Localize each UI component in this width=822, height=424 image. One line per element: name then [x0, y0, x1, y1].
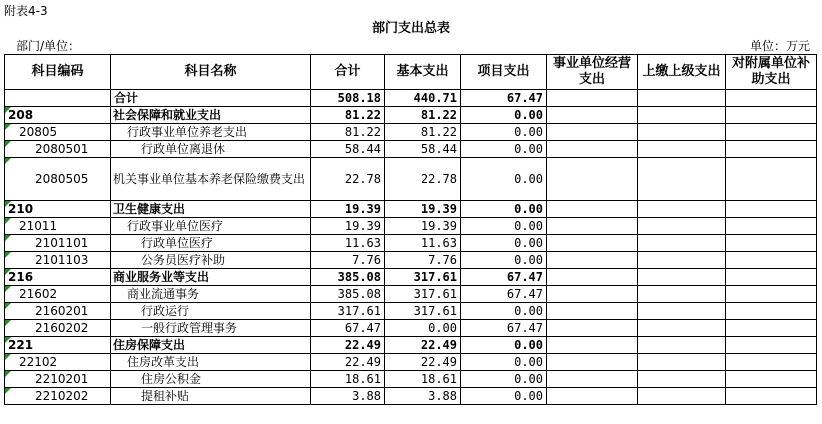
- row-empty-cell: [638, 371, 726, 388]
- row-empty-cell: [547, 158, 638, 201]
- row-empty-cell: [547, 107, 638, 124]
- row-empty-cell: [726, 141, 817, 158]
- row-name-text: 社会保障和就业支出: [113, 108, 222, 122]
- row-empty-cell: [547, 90, 638, 107]
- row-total: [311, 354, 385, 371]
- row-code: [5, 337, 111, 354]
- row-total: [311, 286, 385, 303]
- cell-marker-icon: [5, 320, 11, 326]
- row-empty-cell: [547, 371, 638, 388]
- row-project: [461, 107, 547, 124]
- row-basic: [385, 218, 461, 235]
- row-basic: [385, 124, 461, 141]
- row-code-text: 2160202: [35, 321, 89, 335]
- row-project: [461, 303, 547, 320]
- row-project-text: 0.00: [514, 372, 543, 386]
- row-code-text: 21602: [19, 287, 58, 301]
- row-project-text: 67.47: [506, 287, 543, 301]
- row-name: [111, 158, 311, 201]
- row-code-text: 210: [8, 202, 34, 216]
- row-code: [5, 235, 111, 252]
- row-code-text: 20805: [19, 125, 58, 139]
- row-empty-cell: [726, 303, 817, 320]
- table-row: [5, 107, 817, 124]
- row-name: [111, 320, 311, 337]
- row-empty-cell: [638, 252, 726, 269]
- row-empty-cell: [547, 124, 638, 141]
- row-code-text: 2101103: [35, 253, 89, 267]
- table-row: [5, 252, 817, 269]
- row-project-text: 0.00: [514, 236, 543, 250]
- cell-marker-icon: [5, 107, 11, 113]
- row-total: [311, 337, 385, 354]
- row-basic-text: 3.88: [428, 389, 457, 403]
- cell-marker-icon: [5, 286, 11, 292]
- cell-marker-icon: [5, 141, 11, 147]
- row-name: [111, 201, 311, 218]
- header-remit: 上缴上级支出: [638, 55, 726, 90]
- cell-marker-icon: [5, 354, 11, 360]
- row-code: [5, 354, 111, 371]
- row-code: [5, 218, 111, 235]
- row-code-text: 2101101: [35, 236, 89, 250]
- row-project: [461, 337, 547, 354]
- table-row: [5, 269, 817, 286]
- cell-marker-icon: [5, 337, 11, 343]
- row-code: [5, 320, 111, 337]
- row-empty-cell: [726, 201, 817, 218]
- row-project: [461, 320, 547, 337]
- row-basic: [385, 286, 461, 303]
- header-basic: 基本支出: [385, 55, 461, 90]
- row-project-text: 0.00: [514, 304, 543, 318]
- row-name-text: 行政单位离退休: [141, 142, 226, 156]
- row-project-text: 0.00: [514, 219, 543, 233]
- row-project-text: 67.47: [506, 91, 543, 105]
- row-total: [311, 303, 385, 320]
- table-row: [5, 303, 817, 320]
- row-total-text: 385.08: [337, 287, 381, 301]
- row-project: [461, 201, 547, 218]
- table-row: [5, 371, 817, 388]
- cell-marker-icon: [5, 252, 11, 258]
- row-name: [111, 252, 311, 269]
- row-basic: [385, 388, 461, 405]
- cell-marker-icon: [5, 124, 11, 130]
- table-caption: 附表4-3: [4, 4, 48, 18]
- row-basic: [385, 371, 461, 388]
- row-project-text: 0.00: [514, 355, 543, 369]
- row-basic-text: 22.49: [420, 355, 457, 369]
- row-project-text: 0.00: [514, 125, 543, 139]
- row-project-text: 0.00: [514, 253, 543, 267]
- row-name: [111, 303, 311, 320]
- row-total: [311, 158, 385, 201]
- row-total-text: 11.63: [344, 236, 381, 250]
- row-project: [461, 371, 547, 388]
- row-empty-cell: [547, 303, 638, 320]
- row-basic-text: 22.78: [420, 172, 457, 186]
- table-row: [5, 286, 817, 303]
- row-name: [111, 337, 311, 354]
- row-name: [111, 107, 311, 124]
- row-basic-text: 7.76: [428, 253, 457, 267]
- row-project: [461, 388, 547, 405]
- row-code: [5, 90, 111, 107]
- row-empty-cell: [638, 337, 726, 354]
- row-project-text: 0.00: [514, 142, 543, 156]
- row-project-text: 0.00: [514, 202, 543, 216]
- row-total-text: 508.18: [337, 91, 381, 105]
- cell-marker-icon: [5, 303, 11, 309]
- expenditure-table: [4, 54, 817, 405]
- row-empty-cell: [547, 286, 638, 303]
- row-basic-text: 81.22: [420, 108, 457, 122]
- table-row: [5, 158, 817, 201]
- cell-marker-icon: [5, 201, 11, 207]
- header-name: 科目名称: [111, 55, 311, 90]
- row-total: [311, 218, 385, 235]
- row-empty-cell: [726, 124, 817, 141]
- row-code: [5, 124, 111, 141]
- row-name-text: 公务员医疗补助: [141, 253, 226, 267]
- row-empty-cell: [547, 235, 638, 252]
- row-empty-cell: [638, 90, 726, 107]
- row-empty-cell: [638, 124, 726, 141]
- row-empty-cell: [638, 235, 726, 252]
- row-name: [111, 90, 311, 107]
- row-empty-cell: [638, 107, 726, 124]
- row-empty-cell: [547, 141, 638, 158]
- row-name-text: 住房公积金: [141, 372, 202, 386]
- row-code-text: 21011: [19, 219, 58, 233]
- row-name-text: 合计: [114, 91, 139, 105]
- row-basic: [385, 252, 461, 269]
- table-row: [5, 388, 817, 405]
- row-name-text: 行政运行: [141, 304, 190, 318]
- table-row: [5, 320, 817, 337]
- row-empty-cell: [547, 252, 638, 269]
- table-row: [5, 218, 817, 235]
- row-name-text: 行政单位医疗: [141, 236, 214, 250]
- row-name-text: 机关事业单位基本养老保险缴费支出: [113, 172, 306, 186]
- row-basic: [385, 90, 461, 107]
- row-total-text: 19.39: [344, 202, 381, 216]
- row-name: [111, 354, 311, 371]
- row-code-text: 2080505: [35, 172, 89, 186]
- row-project-text: 67.47: [506, 321, 543, 335]
- row-basic-text: 317.61: [413, 304, 457, 318]
- row-total-text: 7.76: [352, 253, 381, 267]
- row-code-text: 2210201: [35, 372, 89, 386]
- row-basic-text: 440.71: [413, 91, 457, 105]
- table-row: [5, 90, 817, 107]
- row-empty-cell: [726, 90, 817, 107]
- row-code: [5, 303, 111, 320]
- row-total: [311, 371, 385, 388]
- row-empty-cell: [726, 320, 817, 337]
- unit-label: 单位：万元: [749, 39, 810, 53]
- row-total-text: 19.39: [344, 219, 381, 233]
- row-empty-cell: [547, 320, 638, 337]
- row-basic-text: 317.61: [413, 287, 457, 301]
- row-basic-text: 19.39: [420, 202, 457, 216]
- row-total: [311, 141, 385, 158]
- row-empty-cell: [726, 218, 817, 235]
- row-name: [111, 269, 311, 286]
- row-project: [461, 158, 547, 201]
- row-empty-cell: [638, 201, 726, 218]
- row-code: [5, 158, 111, 201]
- row-empty-cell: [726, 252, 817, 269]
- row-empty-cell: [726, 269, 817, 286]
- row-basic: [385, 320, 461, 337]
- page-title: 部门支出总表: [371, 21, 450, 36]
- row-basic-text: 19.39: [420, 219, 457, 233]
- row-total: [311, 320, 385, 337]
- row-basic: [385, 354, 461, 371]
- row-code-text: 2080501: [35, 142, 89, 156]
- row-name: [111, 388, 311, 405]
- row-name: [111, 141, 311, 158]
- row-total: [311, 269, 385, 286]
- row-project: [461, 90, 547, 107]
- row-basic: [385, 201, 461, 218]
- row-project: [461, 141, 547, 158]
- row-basic-text: 22.49: [420, 338, 457, 352]
- row-empty-cell: [638, 388, 726, 405]
- row-name-text: 行政事业单位医疗: [127, 219, 224, 233]
- row-name-text: 提租补贴: [141, 389, 190, 403]
- cell-marker-icon: [5, 218, 11, 224]
- row-code: [5, 201, 111, 218]
- row-basic: [385, 235, 461, 252]
- row-code: [5, 269, 111, 286]
- row-name: [111, 235, 311, 252]
- table-row: [5, 235, 817, 252]
- row-empty-cell: [726, 286, 817, 303]
- row-empty-cell: [726, 235, 817, 252]
- row-total: [311, 388, 385, 405]
- row-empty-cell: [638, 303, 726, 320]
- row-empty-cell: [638, 158, 726, 201]
- row-total: [311, 124, 385, 141]
- row-code: [5, 388, 111, 405]
- row-name-text: 行政事业单位养老支出: [127, 125, 248, 139]
- table-row: [5, 201, 817, 218]
- row-code-text: 208: [8, 108, 34, 122]
- row-empty-cell: [638, 218, 726, 235]
- header-row: [5, 55, 817, 90]
- row-name: [111, 286, 311, 303]
- department-label: 部门/单位：: [16, 39, 81, 53]
- cell-marker-icon: [5, 388, 11, 394]
- row-project-text: 0.00: [514, 108, 543, 122]
- row-basic: [385, 337, 461, 354]
- row-project-text: 0.00: [514, 389, 543, 403]
- row-total: [311, 107, 385, 124]
- row-project: [461, 124, 547, 141]
- row-code-text: 2210202: [35, 389, 89, 403]
- header-subsidy: 对附属单位补助支出: [726, 55, 817, 90]
- row-empty-cell: [726, 107, 817, 124]
- row-total: [311, 90, 385, 107]
- header-total: 合计: [311, 55, 385, 90]
- row-total-text: 22.78: [344, 172, 381, 186]
- row-basic: [385, 141, 461, 158]
- row-empty-cell: [726, 158, 817, 201]
- row-total: [311, 201, 385, 218]
- row-name: [111, 371, 311, 388]
- row-basic-text: 18.61: [420, 372, 457, 386]
- row-empty-cell: [547, 218, 638, 235]
- row-basic-text: 58.44: [420, 142, 457, 156]
- row-empty-cell: [638, 269, 726, 286]
- row-code: [5, 371, 111, 388]
- table-row: [5, 141, 817, 158]
- table-row: [5, 354, 817, 371]
- row-total-text: 317.61: [337, 304, 381, 318]
- row-project-text: 67.47: [506, 270, 543, 284]
- row-name: [111, 218, 311, 235]
- row-name-text: 商业流通事务: [127, 287, 200, 301]
- row-name-text: 卫生健康支出: [113, 202, 186, 216]
- row-total-text: 81.22: [344, 108, 381, 122]
- row-empty-cell: [547, 337, 638, 354]
- row-code: [5, 286, 111, 303]
- cell-marker-icon: [5, 371, 11, 377]
- table-row: [5, 337, 817, 354]
- row-code-text: 221: [8, 338, 34, 352]
- row-basic: [385, 303, 461, 320]
- row-empty-cell: [638, 286, 726, 303]
- row-name-text: 住房保障支出: [113, 338, 186, 352]
- header-project: 项目支出: [461, 55, 547, 90]
- row-basic: [385, 158, 461, 201]
- row-project: [461, 354, 547, 371]
- row-empty-cell: [726, 354, 817, 371]
- row-empty-cell: [726, 371, 817, 388]
- row-basic-text: 11.63: [420, 236, 457, 250]
- table-row: [5, 124, 817, 141]
- row-total-text: 3.88: [352, 389, 381, 403]
- row-basic: [385, 107, 461, 124]
- row-total-text: 22.49: [344, 338, 381, 352]
- header-code: 科目编码: [5, 55, 111, 90]
- row-empty-cell: [638, 141, 726, 158]
- row-project: [461, 286, 547, 303]
- row-total-text: 81.22: [344, 125, 381, 139]
- row-project: [461, 269, 547, 286]
- row-name-text: 商业服务业等支出: [113, 270, 210, 284]
- row-code: [5, 107, 111, 124]
- row-empty-cell: [726, 388, 817, 405]
- row-total-text: 385.08: [337, 270, 381, 284]
- row-total-text: 58.44: [344, 142, 381, 156]
- row-empty-cell: [547, 269, 638, 286]
- row-project: [461, 218, 547, 235]
- row-project: [461, 235, 547, 252]
- row-code-text: 216: [8, 270, 34, 284]
- cell-marker-icon: [5, 158, 11, 164]
- row-project-text: 0.00: [514, 338, 543, 352]
- row-total-text: 18.61: [344, 372, 381, 386]
- row-empty-cell: [638, 320, 726, 337]
- row-name: [111, 124, 311, 141]
- row-basic-text: 0.00: [428, 321, 457, 335]
- row-total: [311, 235, 385, 252]
- row-basic-text: 317.61: [413, 270, 457, 284]
- row-code: [5, 252, 111, 269]
- row-code-text: 2160201: [35, 304, 89, 318]
- header-business: 事业单位经营支出: [547, 55, 638, 90]
- row-code-text: 22102: [19, 355, 58, 369]
- row-project: [461, 252, 547, 269]
- row-basic-text: 81.22: [420, 125, 457, 139]
- row-total: [311, 252, 385, 269]
- row-empty-cell: [547, 388, 638, 405]
- cell-marker-icon: [5, 235, 11, 241]
- row-project-text: 0.00: [514, 172, 543, 186]
- row-total-text: 67.47: [344, 321, 381, 335]
- row-empty-cell: [726, 337, 817, 354]
- row-code: [5, 141, 111, 158]
- row-total-text: 22.49: [344, 355, 381, 369]
- row-empty-cell: [547, 201, 638, 218]
- row-empty-cell: [638, 354, 726, 371]
- cell-marker-icon: [5, 269, 11, 275]
- row-name-text: 一般行政管理事务: [141, 321, 238, 335]
- row-name-text: 住房改革支出: [127, 355, 200, 369]
- row-empty-cell: [547, 354, 638, 371]
- row-basic: [385, 269, 461, 286]
